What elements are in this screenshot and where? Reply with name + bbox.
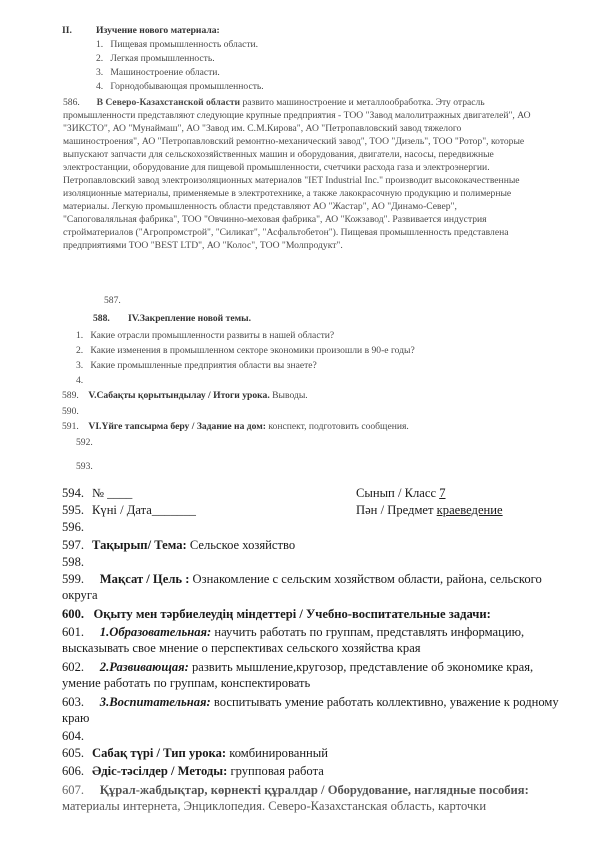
list-item: 2. Какие изменения в промышленном секторе экономики произошли в 90-е годы? [76,345,415,356]
line-number: 606. [62,764,85,778]
line-591: 591. VI.Үйге тапсырма беру / Задание на дом: конспект, подготовить сообщения. [62,421,409,432]
paragraph-586: 586. В Северо-Казахстанской области развито машиностроение и металлообработка. Эту отрасль промышленности представляют следующие крупные предприятия - ТОО "Завод малолитражных двигателей", АО "ЗИКСТО", АО "Мунаймаш", АО "Завод им. С.М.Кирова", АО "Петропавловский завод тяжелого машиностроения", АО "Петропавловский ремонтно-механический завод", ТОО "Дизель", ТОО "Ротор", которые выпускают запчасти для сельскохозяйственных машин и оборудования, двигатели, насосы, передвижные электростанции, оборудование для пищевой промышленности, счетчики расхода газа и электроэнергии. Петропавловский завод электроизоляционных материалов "IET Industrial Inc." производит высококачественные изоляционные материалы, применяемые в электротехнике, а также лакокрасочную продукцию и полимерные материалы. Легкую промышленность области представляют АО "Жастар", АО "Динамо-Север", "Сапоговаляльная фабрика", ТОО "Овчинно-меховая фабрика", АО "Кожзавод". Развивается индустрия стройматериалов ("Агропромстрой", "Силикат", "Асфальтобетон"). Пищевая промышленность представлена предприятиями ТОО "BEST LTD", АО "Колос", ТОО "Молпродукт". [63,97,531,251]
line-number: 598. [62,555,85,569]
line-number: 594. [62,486,85,500]
line-number: 590. [62,406,79,417]
lesson-topic: Тақырып/ Тема: Сельское хозяйство [92,538,296,552]
list-item: 2. Легкая промышленность. [96,53,215,64]
list-item: 4. Горнодобывающая промышленность. [96,81,264,92]
line-number: 587. [104,295,121,306]
list-item: 1. Какие отрасли промышленности развиты в нашей области? [76,330,335,341]
line-number: 593. [76,461,93,472]
list-item: 4. [76,375,84,386]
task-upbringing: 603. 3.Воспитательная: воспитывать умение работать коллективно, уважение к родному краю [62,695,559,725]
lesson-methods: Әдіс-тәсілдер / Методы: групповая работа [92,764,324,778]
lesson-goal: 599. Мақсат / Цель : Ознакомление с сельским хозяйством области, района, сельского округа [62,572,542,602]
list-item: 3. Какие промышленные предприятия области вы знаете? [76,360,317,371]
section-title: IV.Закрепление новой темы. [128,313,252,324]
section-title: Изучение нового материала: [96,25,220,36]
lesson-number-field: № ____ [92,486,133,500]
line-number: 597. [62,538,85,552]
line-number: 596. [62,520,85,534]
line-number: 605. [62,746,85,760]
lesson-equipment: 607. Құрал-жабдықтар, көрнекті құралдар / Оборудование, наглядные пособия: материалы интернета, Энциклопедия. Северо-Казахстанская область, карточки [62,783,529,813]
line-589: 589. V.Сабақты қорытындылау / Итоги урока. Выводы. [62,390,308,401]
subject-field: Пән / Предмет краеведение [356,503,503,517]
lesson-type: Сабақ түрі / Тип урока: комбинированный [92,746,329,760]
tasks-heading: 600. Оқыту мен тәрбиелеудің міндеттері / Учебно-воспитательные задачи: [62,607,491,621]
line-number: 604. [62,729,85,743]
class-field: Сынып / Класс 7 [356,486,446,500]
line-number: 586. [63,97,80,108]
list-item: 1. Пищевая промышленность области. [96,39,259,50]
task-educational: 601. 1.Образовательная: научить работать по группам, представлять информацию, высказывать свое мнение о перспективах сельского хозяйства края [62,625,525,655]
line-number: 588. [93,313,110,324]
list-item: 3. Машиностроение области. [96,67,220,78]
region-name: В Северо-Казахстанской области [96,97,241,108]
section-number: II. [62,25,72,36]
task-developing: 602. 2.Развивающая: развить мышление,кругозор, представление об экономике края, умение работать по группам, конспектировать [62,660,534,690]
line-number: 595. [62,503,85,517]
date-field: Күні / Дата_______ [92,503,196,517]
line-number: 592. [76,437,93,448]
